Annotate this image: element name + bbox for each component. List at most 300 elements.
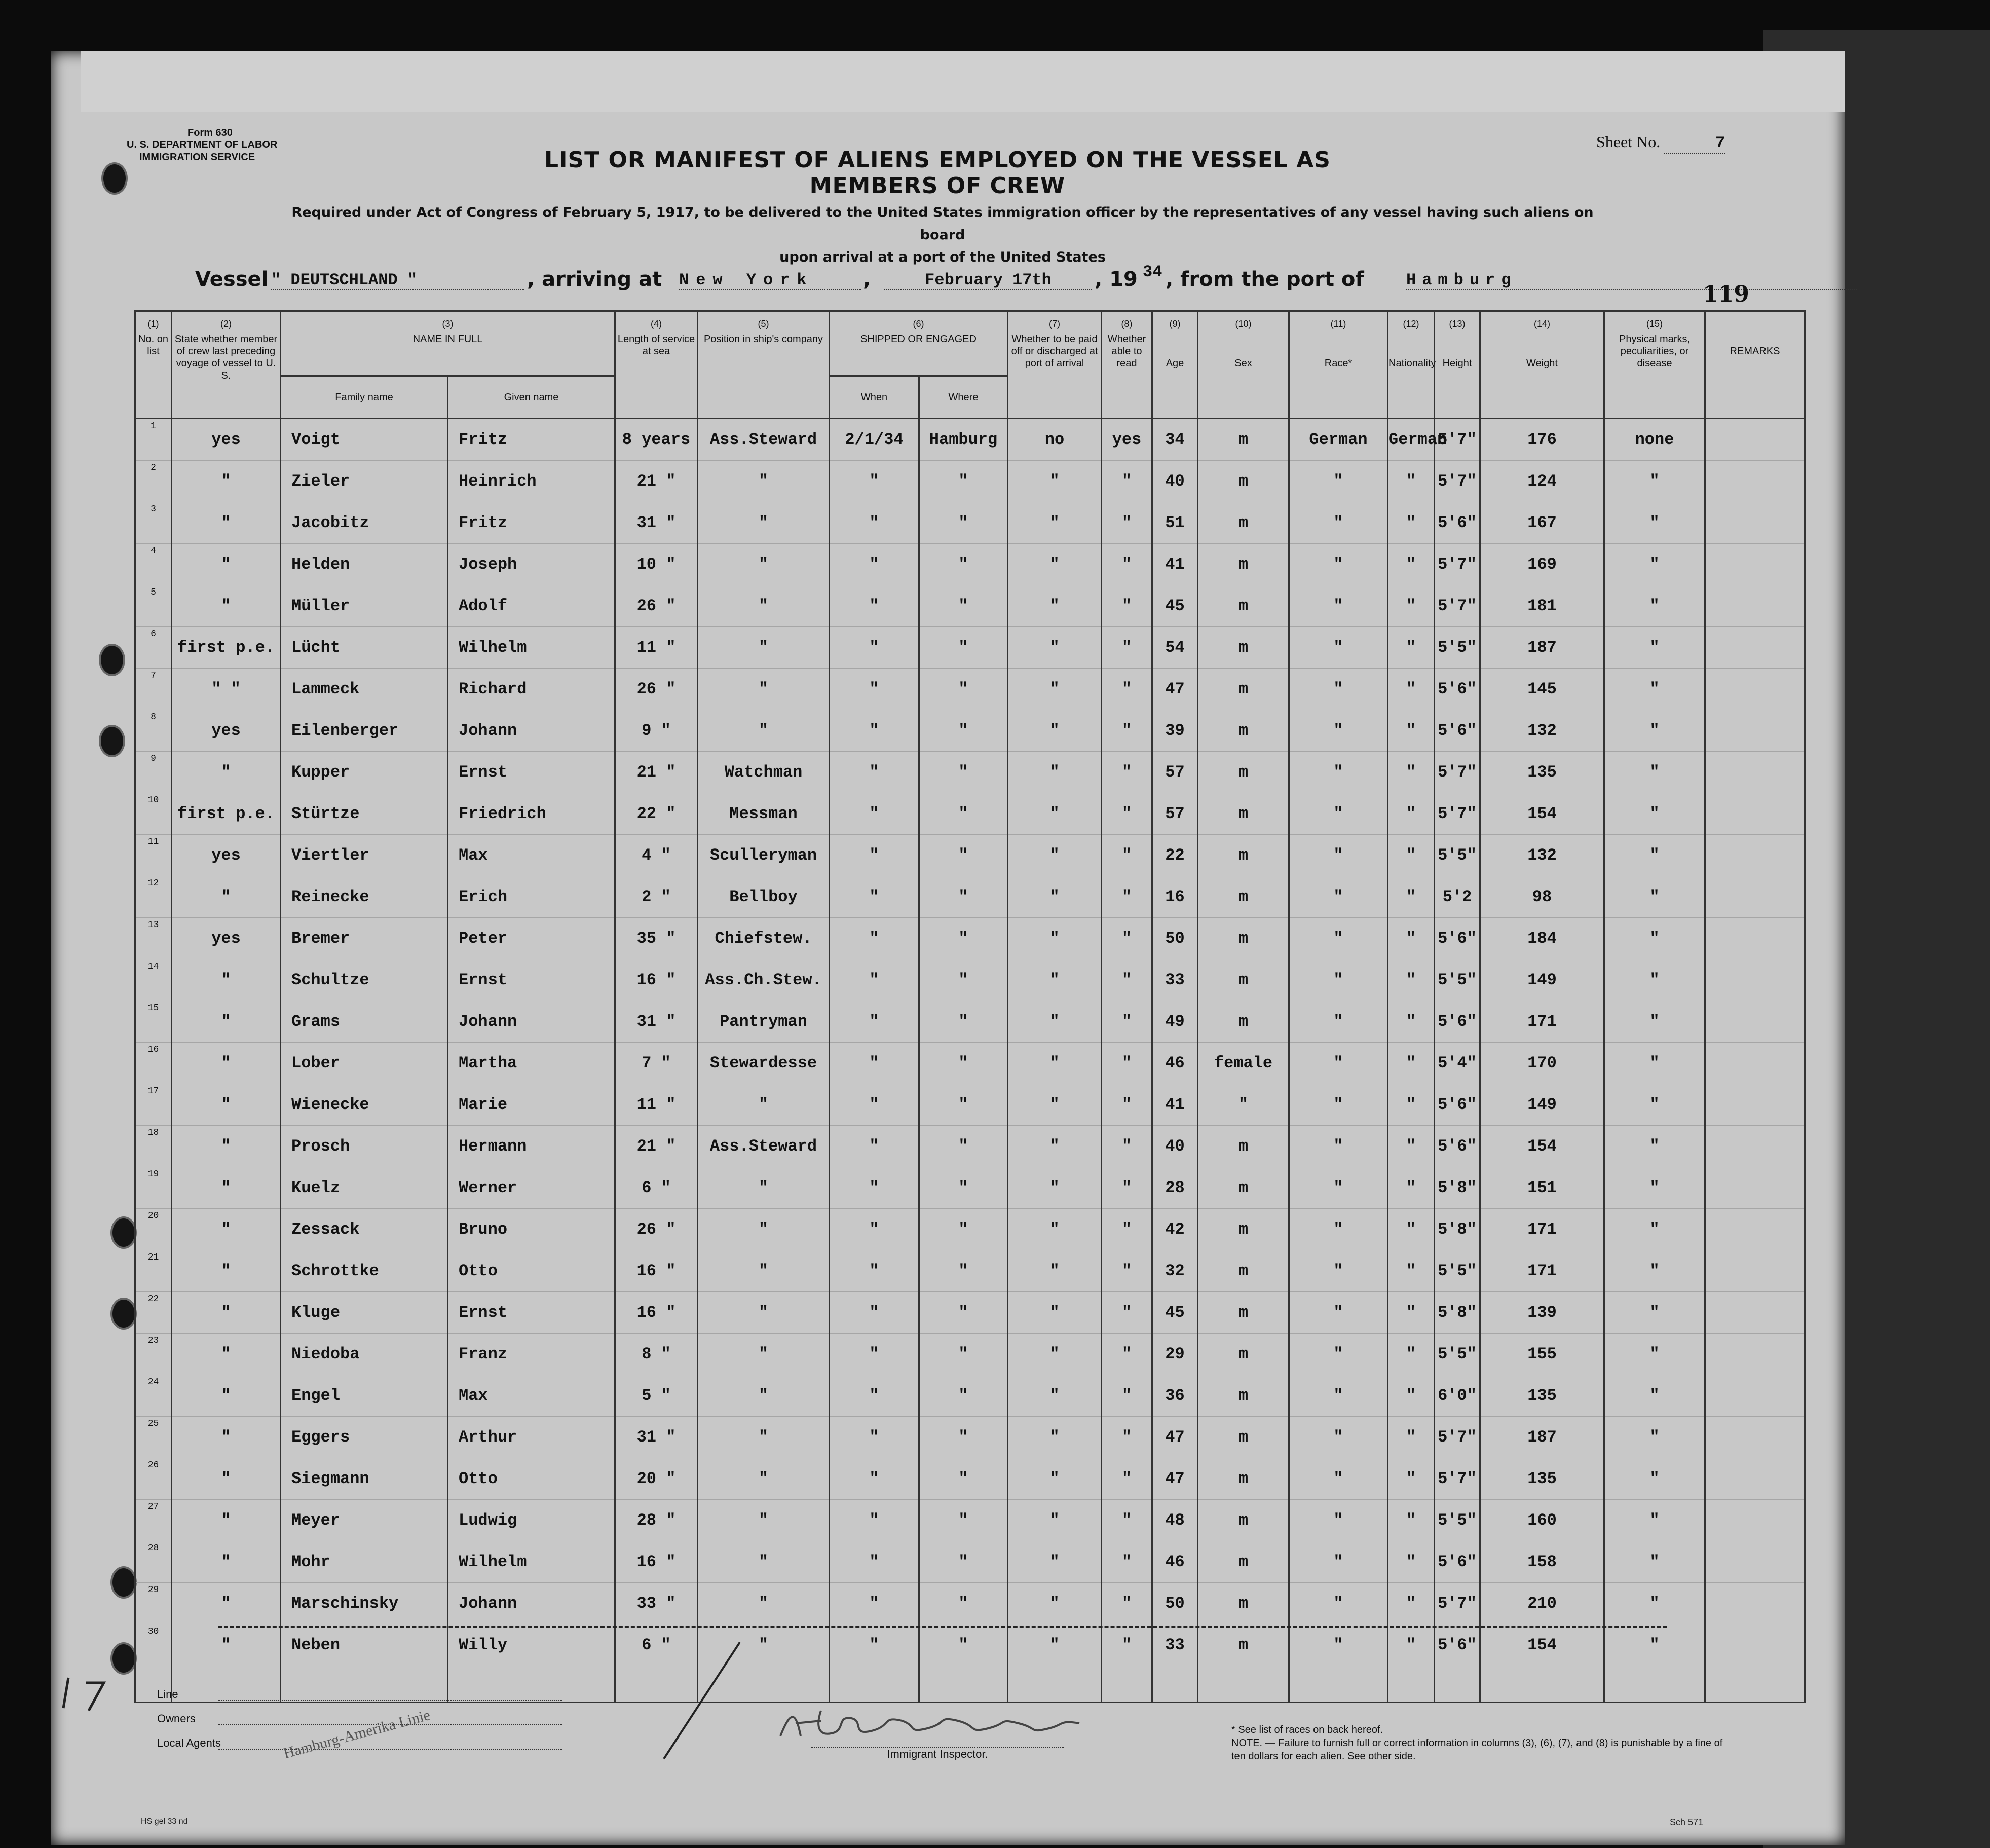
subtitle-line: upon arrival at a port of the United States bbox=[779, 249, 1106, 265]
cell-shipped-when: " bbox=[830, 1624, 919, 1666]
cell-race: " bbox=[1289, 710, 1388, 752]
cell-weight: 169 bbox=[1480, 544, 1604, 585]
cell-physical-marks: " bbox=[1604, 1334, 1705, 1375]
vessel-label: Vessel bbox=[195, 268, 269, 291]
cell-nationality: " bbox=[1388, 1624, 1435, 1666]
cell-position: " bbox=[698, 1583, 830, 1624]
cell-able-to-read: " bbox=[1102, 1541, 1152, 1583]
cell-nationality: " bbox=[1388, 1458, 1435, 1500]
cell-position: " bbox=[698, 1458, 830, 1500]
cell-height: 5'5" bbox=[1435, 627, 1480, 669]
cell-given-name: Martha bbox=[448, 1043, 615, 1084]
cell-previous-voyage: " bbox=[172, 1541, 281, 1583]
cell-height: 5'6" bbox=[1435, 1541, 1480, 1583]
cell-remarks bbox=[1705, 1334, 1805, 1375]
cell-remarks bbox=[1705, 544, 1805, 585]
cell-height: 5'7" bbox=[1435, 793, 1480, 835]
col-shipped-engaged: (6) SHIPPED OR ENGAGED bbox=[830, 311, 1008, 376]
cell-sex: m bbox=[1198, 1541, 1289, 1583]
cell-nationality: " bbox=[1388, 1167, 1435, 1209]
cell-shipped-when: " bbox=[830, 502, 919, 544]
cell-length-of-service: 16 " bbox=[615, 1292, 698, 1334]
cell-age: 36 bbox=[1152, 1375, 1198, 1417]
cell-length-of-service: 2 " bbox=[615, 876, 698, 918]
cell-physical-marks: " bbox=[1604, 461, 1705, 502]
cell-family-name: Wienecke bbox=[281, 1084, 448, 1126]
cell-able-to-read: " bbox=[1102, 793, 1152, 835]
table-row bbox=[135, 1500, 1805, 1541]
cell-shipped-where: " bbox=[919, 1334, 1008, 1375]
cell-paid-off: " bbox=[1008, 502, 1102, 544]
cell-length-of-service: 6 " bbox=[615, 1624, 698, 1666]
cell-physical-marks: " bbox=[1604, 1001, 1705, 1043]
cell-row-number: 1 bbox=[135, 419, 172, 461]
cell-length-of-service: 4 " bbox=[615, 835, 698, 876]
cell-race: " bbox=[1289, 1417, 1388, 1458]
penalty-note: NOTE. — Failure to furnish full or correct information in columns (3), (6), (7), and (8) is punishable by a fine of ten dollars for each alien. See other side. bbox=[1231, 1738, 1723, 1762]
cell-weight: 160 bbox=[1480, 1500, 1604, 1541]
col-previous-voyage: (2) State whether member of crew last preceding voyage of vessel to U. S. bbox=[172, 311, 281, 419]
cell-nationality: " bbox=[1388, 544, 1435, 585]
cell-position: " bbox=[698, 1167, 830, 1209]
cell-empty bbox=[1289, 1666, 1388, 1703]
cell-previous-voyage: " bbox=[172, 502, 281, 544]
cell-length-of-service: 6 " bbox=[615, 1167, 698, 1209]
cell-given-name: Arthur bbox=[448, 1417, 615, 1458]
cell-paid-off: " bbox=[1008, 669, 1102, 710]
cell-shipped-when: " bbox=[830, 669, 919, 710]
cell-shipped-when: " bbox=[830, 1209, 919, 1250]
cell-shipped-when: " bbox=[830, 835, 919, 876]
cell-row-number: 24 bbox=[135, 1375, 172, 1417]
cell-previous-voyage: " bbox=[172, 1001, 281, 1043]
cell-physical-marks: " bbox=[1604, 1126, 1705, 1167]
cell-shipped-where: " bbox=[919, 1583, 1008, 1624]
cell-weight: 170 bbox=[1480, 1043, 1604, 1084]
cell-physical-marks: " bbox=[1604, 1375, 1705, 1417]
cell-paid-off: " bbox=[1008, 1583, 1102, 1624]
cell-sex: m bbox=[1198, 835, 1289, 876]
cell-weight: 98 bbox=[1480, 876, 1604, 918]
table-row bbox=[135, 461, 1805, 502]
cell-race: " bbox=[1289, 669, 1388, 710]
paper-edge bbox=[81, 51, 1845, 112]
cell-paid-off: " bbox=[1008, 1334, 1102, 1375]
cell-family-name: Grams bbox=[281, 1001, 448, 1043]
table-row bbox=[135, 502, 1805, 544]
cell-shipped-when: " bbox=[830, 1375, 919, 1417]
footer-line-field: Line bbox=[157, 1688, 562, 1712]
cell-remarks bbox=[1705, 1043, 1805, 1084]
cell-sex: m bbox=[1198, 1250, 1289, 1292]
cell-position: " bbox=[698, 1209, 830, 1250]
cell-family-name: Niedoba bbox=[281, 1334, 448, 1375]
cell-physical-marks: " bbox=[1604, 1583, 1705, 1624]
cell-remarks bbox=[1705, 1250, 1805, 1292]
cell-shipped-where: " bbox=[919, 752, 1008, 793]
col-able-to-read: (8) Whether able to read bbox=[1102, 311, 1152, 419]
year-prefix: , 19 bbox=[1095, 268, 1138, 291]
cell-paid-off: " bbox=[1008, 710, 1102, 752]
cell-able-to-read: " bbox=[1102, 1458, 1152, 1500]
cell-remarks bbox=[1705, 1417, 1805, 1458]
cell-paid-off: " bbox=[1008, 461, 1102, 502]
sheet-label: Sheet No. bbox=[1596, 133, 1661, 151]
cell-shipped-when: " bbox=[830, 1500, 919, 1541]
table-row bbox=[135, 1417, 1805, 1458]
cell-shipped-where: " bbox=[919, 1375, 1008, 1417]
cell-given-name: Friedrich bbox=[448, 793, 615, 835]
cell-previous-voyage: " bbox=[172, 1167, 281, 1209]
cell-height: 5'6" bbox=[1435, 1001, 1480, 1043]
cell-empty bbox=[830, 1666, 919, 1703]
cell-age: 16 bbox=[1152, 876, 1198, 918]
cell-length-of-service: 31 " bbox=[615, 1001, 698, 1043]
cell-length-of-service: 31 " bbox=[615, 502, 698, 544]
cell-paid-off: " bbox=[1008, 1417, 1102, 1458]
cell-paid-off: " bbox=[1008, 1167, 1102, 1209]
cell-shipped-where: " bbox=[919, 1458, 1008, 1500]
table-row bbox=[135, 1250, 1805, 1292]
cell-able-to-read: " bbox=[1102, 669, 1152, 710]
cell-length-of-service: 8 " bbox=[615, 1334, 698, 1375]
cell-paid-off: " bbox=[1008, 1043, 1102, 1084]
cell-length-of-service: 7 " bbox=[615, 1043, 698, 1084]
cell-paid-off: " bbox=[1008, 835, 1102, 876]
cell-shipped-when: " bbox=[830, 461, 919, 502]
cell-height: 5'5" bbox=[1435, 835, 1480, 876]
cell-height: 5'6" bbox=[1435, 502, 1480, 544]
table-row bbox=[135, 627, 1805, 669]
cell-nationality: " bbox=[1388, 1583, 1435, 1624]
printer-code: HS gel 33 nd bbox=[141, 1817, 188, 1826]
table-row bbox=[135, 1084, 1805, 1126]
cell-length-of-service: 28 " bbox=[615, 1500, 698, 1541]
cell-row-number: 3 bbox=[135, 502, 172, 544]
cell-sex: m bbox=[1198, 1167, 1289, 1209]
cell-paid-off: " bbox=[1008, 627, 1102, 669]
table-row bbox=[135, 793, 1805, 835]
cell-weight: 155 bbox=[1480, 1334, 1604, 1375]
punch-hole bbox=[110, 1216, 137, 1249]
cell-previous-voyage: " bbox=[172, 1583, 281, 1624]
cell-weight: 158 bbox=[1480, 1541, 1604, 1583]
cell-weight: 151 bbox=[1480, 1167, 1604, 1209]
cell-able-to-read: " bbox=[1102, 1167, 1152, 1209]
cell-age: 57 bbox=[1152, 793, 1198, 835]
col-list-number: (1) No. on list bbox=[135, 311, 172, 419]
cell-remarks bbox=[1705, 627, 1805, 669]
cell-physical-marks: " bbox=[1604, 669, 1705, 710]
cell-nationality: " bbox=[1388, 627, 1435, 669]
cell-age: 57 bbox=[1152, 752, 1198, 793]
schedule-code: Sch 571 bbox=[1670, 1817, 1704, 1827]
cell-row-number: 21 bbox=[135, 1250, 172, 1292]
cell-height: 5'7" bbox=[1435, 544, 1480, 585]
cell-nationality: " bbox=[1388, 752, 1435, 793]
cell-sex: m bbox=[1198, 1417, 1289, 1458]
col-length-of-service: (4) Length of service at sea bbox=[615, 311, 698, 419]
cell-sex: m bbox=[1198, 419, 1289, 461]
cell-position: " bbox=[698, 1624, 830, 1666]
cell-position: " bbox=[698, 669, 830, 710]
subtitle-line: Required under Act of Congress of February 5, 1917, to be delivered to the United States immigration officer by the representatives of any vessel having such aliens on board bbox=[291, 205, 1594, 243]
cell-race: " bbox=[1289, 1583, 1388, 1624]
cell-shipped-where: Hamburg bbox=[919, 419, 1008, 461]
cell-shipped-where: " bbox=[919, 1541, 1008, 1583]
cell-weight: 187 bbox=[1480, 627, 1604, 669]
cell-remarks bbox=[1705, 1126, 1805, 1167]
cell-shipped-when: " bbox=[830, 1250, 919, 1292]
punch-hole bbox=[99, 644, 125, 676]
cell-height: 5'5" bbox=[1435, 1250, 1480, 1292]
cell-age: 33 bbox=[1152, 959, 1198, 1001]
cell-nationality: " bbox=[1388, 1126, 1435, 1167]
cell-family-name: Eilenberger bbox=[281, 710, 448, 752]
cell-able-to-read: " bbox=[1102, 544, 1152, 585]
cell-paid-off: " bbox=[1008, 1084, 1102, 1126]
cell-empty bbox=[1152, 1666, 1198, 1703]
cell-previous-voyage: yes bbox=[172, 918, 281, 959]
cell-previous-voyage: " bbox=[172, 1043, 281, 1084]
arrival-year: 34 bbox=[1143, 263, 1162, 281]
cell-given-name: Erich bbox=[448, 876, 615, 918]
cell-sex: m bbox=[1198, 1624, 1289, 1666]
table-row bbox=[135, 752, 1805, 793]
cell-paid-off: " bbox=[1008, 1001, 1102, 1043]
cell-row-number: 10 bbox=[135, 793, 172, 835]
cell-previous-voyage: " bbox=[172, 1126, 281, 1167]
cell-previous-voyage: " " bbox=[172, 669, 281, 710]
table-row bbox=[135, 1624, 1805, 1666]
cell-row-number: 22 bbox=[135, 1292, 172, 1334]
cell-position: " bbox=[698, 1250, 830, 1292]
cell-physical-marks: " bbox=[1604, 1292, 1705, 1334]
cell-given-name: Peter bbox=[448, 918, 615, 959]
cell-empty bbox=[1198, 1666, 1289, 1703]
cell-paid-off: " bbox=[1008, 1250, 1102, 1292]
cell-previous-voyage: yes bbox=[172, 710, 281, 752]
cell-position: Messman bbox=[698, 793, 830, 835]
cell-length-of-service: 31 " bbox=[615, 1417, 698, 1458]
cell-shipped-where: " bbox=[919, 1084, 1008, 1126]
inspector-signature bbox=[775, 1706, 1100, 1741]
cell-shipped-where: " bbox=[919, 876, 1008, 918]
cell-given-name: Willy bbox=[448, 1624, 615, 1666]
cell-position: " bbox=[698, 461, 830, 502]
cell-family-name: Lücht bbox=[281, 627, 448, 669]
cell-previous-voyage: " bbox=[172, 585, 281, 627]
cell-weight: 135 bbox=[1480, 1375, 1604, 1417]
cell-family-name: Meyer bbox=[281, 1500, 448, 1541]
cell-shipped-where: " bbox=[919, 502, 1008, 544]
cell-nationality: " bbox=[1388, 1001, 1435, 1043]
cell-shipped-when: " bbox=[830, 793, 919, 835]
cell-family-name: Engel bbox=[281, 1375, 448, 1417]
cell-shipped-where: " bbox=[919, 835, 1008, 876]
cell-family-name: Neben bbox=[281, 1624, 448, 1666]
cell-length-of-service: 16 " bbox=[615, 1250, 698, 1292]
cell-shipped-where: " bbox=[919, 1167, 1008, 1209]
cell-given-name: Otto bbox=[448, 1250, 615, 1292]
cell-weight: 171 bbox=[1480, 1250, 1604, 1292]
cell-physical-marks: " bbox=[1604, 585, 1705, 627]
table-row bbox=[135, 1583, 1805, 1624]
cell-row-number: 25 bbox=[135, 1417, 172, 1458]
cell-age: 47 bbox=[1152, 1417, 1198, 1458]
cell-height: 5'2 bbox=[1435, 876, 1480, 918]
cell-row-number: 28 bbox=[135, 1541, 172, 1583]
cell-given-name: Werner bbox=[448, 1167, 615, 1209]
page-number: 119 bbox=[1703, 281, 1749, 307]
cell-given-name: Bruno bbox=[448, 1209, 615, 1250]
form-number: Form 630 bbox=[187, 127, 233, 138]
cell-race: " bbox=[1289, 1500, 1388, 1541]
cell-position: " bbox=[698, 544, 830, 585]
col-family-name: Family name bbox=[281, 376, 448, 419]
cell-weight: 145 bbox=[1480, 669, 1604, 710]
cell-race: " bbox=[1289, 1043, 1388, 1084]
cell-previous-voyage: " bbox=[172, 752, 281, 793]
cell-race: " bbox=[1289, 1001, 1388, 1043]
cell-height: 6'0" bbox=[1435, 1375, 1480, 1417]
footer-owners-field: Owners bbox=[157, 1712, 562, 1736]
cell-physical-marks: " bbox=[1604, 793, 1705, 835]
cell-able-to-read: " bbox=[1102, 1209, 1152, 1250]
cell-remarks bbox=[1705, 710, 1805, 752]
cell-shipped-when: " bbox=[830, 585, 919, 627]
cell-paid-off: no bbox=[1008, 419, 1102, 461]
cell-able-to-read: " bbox=[1102, 1001, 1152, 1043]
cell-shipped-where: " bbox=[919, 1209, 1008, 1250]
cell-race: " bbox=[1289, 835, 1388, 876]
cell-shipped-when: " bbox=[830, 1417, 919, 1458]
cell-age: 40 bbox=[1152, 461, 1198, 502]
cell-nationality: " bbox=[1388, 793, 1435, 835]
cell-remarks bbox=[1705, 1458, 1805, 1500]
cell-physical-marks: " bbox=[1604, 1043, 1705, 1084]
cell-sex: m bbox=[1198, 585, 1289, 627]
cell-row-number: 5 bbox=[135, 585, 172, 627]
cell-race: " bbox=[1289, 918, 1388, 959]
cell-position: Watchman bbox=[698, 752, 830, 793]
cell-family-name: Jacobitz bbox=[281, 502, 448, 544]
cell-previous-voyage: first p.e. bbox=[172, 793, 281, 835]
cell-weight: 171 bbox=[1480, 1001, 1604, 1043]
cell-weight: 154 bbox=[1480, 793, 1604, 835]
table-row bbox=[135, 1209, 1805, 1250]
cell-remarks bbox=[1705, 835, 1805, 876]
cell-nationality: " bbox=[1388, 959, 1435, 1001]
cell-paid-off: " bbox=[1008, 1126, 1102, 1167]
arriving-label: , arriving at bbox=[527, 268, 662, 291]
cell-position: Ass.Steward bbox=[698, 419, 830, 461]
cell-height: 5'8" bbox=[1435, 1167, 1480, 1209]
cell-remarks bbox=[1705, 793, 1805, 835]
cell-previous-voyage: " bbox=[172, 1500, 281, 1541]
cell-nationality: " bbox=[1388, 1417, 1435, 1458]
cell-age: 33 bbox=[1152, 1624, 1198, 1666]
col-height: (13) Height bbox=[1435, 311, 1480, 419]
cell-able-to-read: " bbox=[1102, 1126, 1152, 1167]
vessel-name: " DEUTSCHLAND " bbox=[271, 271, 524, 290]
cell-race: " bbox=[1289, 876, 1388, 918]
cell-sex: m bbox=[1198, 502, 1289, 544]
table-row bbox=[135, 1167, 1805, 1209]
cell-paid-off: " bbox=[1008, 752, 1102, 793]
cell-length-of-service: 10 " bbox=[615, 544, 698, 585]
table-row bbox=[135, 1334, 1805, 1375]
cell-empty bbox=[919, 1666, 1008, 1703]
cell-race: " bbox=[1289, 1458, 1388, 1500]
table-row bbox=[135, 710, 1805, 752]
cell-sex: m bbox=[1198, 1583, 1289, 1624]
cell-shipped-when: 2/1/34 bbox=[830, 419, 919, 461]
cell-shipped-when: " bbox=[830, 1583, 919, 1624]
table-row bbox=[135, 1458, 1805, 1500]
cell-weight: 184 bbox=[1480, 918, 1604, 959]
cell-position: Bellboy bbox=[698, 876, 830, 918]
cell-weight: 154 bbox=[1480, 1624, 1604, 1666]
cell-shipped-where: " bbox=[919, 1250, 1008, 1292]
cell-paid-off: " bbox=[1008, 1541, 1102, 1583]
cell-previous-voyage: " bbox=[172, 1084, 281, 1126]
cell-length-of-service: 26 " bbox=[615, 669, 698, 710]
cell-position: Chiefstew. bbox=[698, 918, 830, 959]
cell-age: 40 bbox=[1152, 1126, 1198, 1167]
cell-given-name: Ernst bbox=[448, 752, 615, 793]
cell-physical-marks: " bbox=[1604, 627, 1705, 669]
cell-remarks bbox=[1705, 1375, 1805, 1417]
table-row bbox=[135, 419, 1805, 461]
crew-manifest-table bbox=[134, 310, 1806, 1703]
cell-age: 49 bbox=[1152, 1001, 1198, 1043]
cell-remarks bbox=[1705, 1583, 1805, 1624]
cell-remarks bbox=[1705, 419, 1805, 461]
cell-nationality: " bbox=[1388, 1043, 1435, 1084]
cell-given-name: Otto bbox=[448, 1458, 615, 1500]
cell-height: 5'5" bbox=[1435, 1500, 1480, 1541]
cell-weight: 135 bbox=[1480, 752, 1604, 793]
cell-family-name: Schrottke bbox=[281, 1250, 448, 1292]
cell-previous-voyage: " bbox=[172, 1375, 281, 1417]
cell-given-name: Johann bbox=[448, 1583, 615, 1624]
cell-race: " bbox=[1289, 1292, 1388, 1334]
form-header bbox=[127, 127, 277, 163]
arrival-date: February 17th bbox=[884, 271, 1092, 290]
cell-weight: 187 bbox=[1480, 1417, 1604, 1458]
service-name: IMMIGRATION SERVICE bbox=[139, 152, 255, 163]
cell-able-to-read: " bbox=[1102, 1292, 1152, 1334]
cell-paid-off: " bbox=[1008, 1624, 1102, 1666]
cell-nationality: " bbox=[1388, 876, 1435, 918]
cell-paid-off: " bbox=[1008, 544, 1102, 585]
cell-sex: m bbox=[1198, 959, 1289, 1001]
cell-previous-voyage: " bbox=[172, 876, 281, 918]
cell-sex: " bbox=[1198, 1084, 1289, 1126]
cell-age: 48 bbox=[1152, 1500, 1198, 1541]
cell-sex: m bbox=[1198, 461, 1289, 502]
cell-row-number: 19 bbox=[135, 1167, 172, 1209]
cell-previous-voyage: " bbox=[172, 1458, 281, 1500]
cell-height: 5'4" bbox=[1435, 1043, 1480, 1084]
cell-remarks bbox=[1705, 585, 1805, 627]
cell-weight: 124 bbox=[1480, 461, 1604, 502]
cell-family-name: Lammeck bbox=[281, 669, 448, 710]
cell-previous-voyage: " bbox=[172, 1417, 281, 1458]
cell-physical-marks: " bbox=[1604, 1167, 1705, 1209]
cell-empty bbox=[1480, 1666, 1604, 1703]
